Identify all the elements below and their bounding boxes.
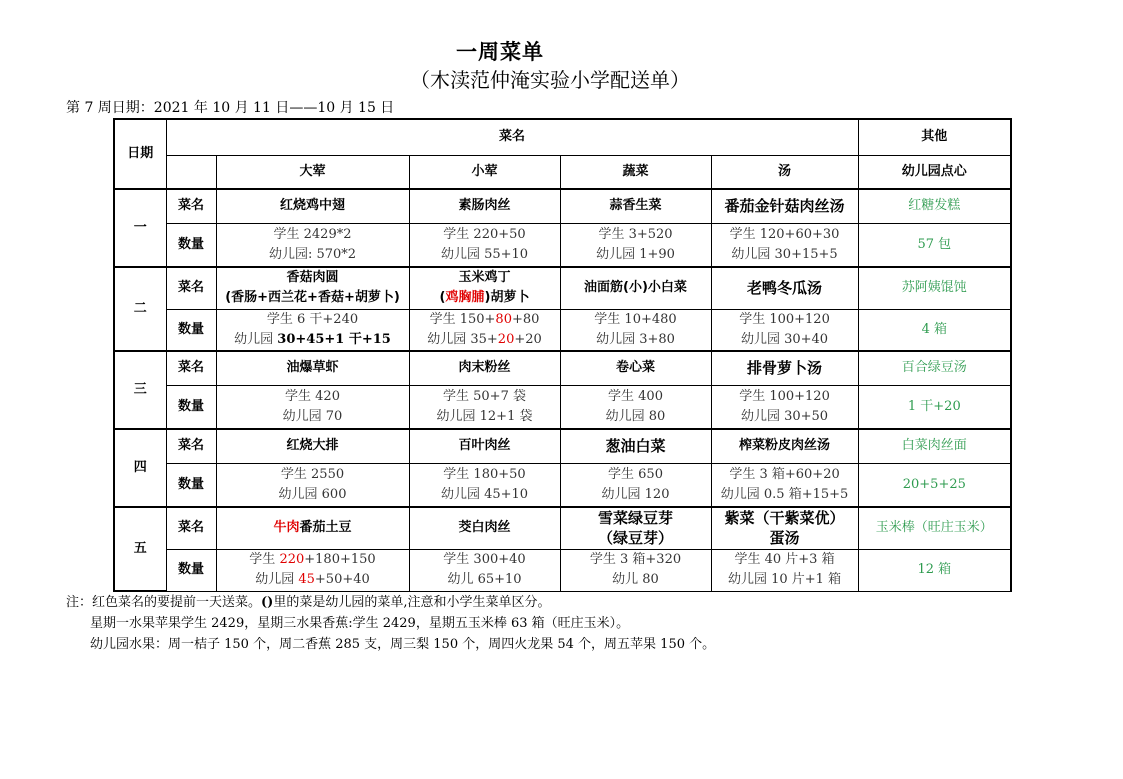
header-other: 其他 [858,119,1011,155]
row-label-dish: 菜名 [166,351,216,385]
qty-small: 学生 150+80+80 幼儿园 35+20+20 [409,309,560,351]
dish-main: 牛肉番茄土豆 [216,507,409,549]
dish-small: 素肠肉丝 [409,189,560,223]
header-blank [166,155,216,189]
note-line-2: 星期一水果苹果学生 2429，星期三水果香蕉:学生 2429，星期五玉米棒 63 箱（旺庄玉米）。 [90,616,630,631]
qty-snack: 57 包 [858,223,1011,267]
qty-snack: 1 干+20 [858,385,1011,429]
qty-veg: 学生 3+520 幼儿园 1+90 [560,223,711,267]
week-period: 第 7 周日期：2021 年 10 月 11 日——10 月 15 日 [66,100,395,116]
dish-veg: 油面筋(小)小白菜 [560,267,711,309]
row-label-dish: 菜名 [166,507,216,549]
qty-snack: 12 箱 [858,549,1011,591]
dish-soup: 紫菜（干紫菜优） 蛋汤 [711,507,858,549]
day-label: 一 [114,189,166,267]
qty-main: 学生 6 干+240 幼儿园 30+45+1 干+15 [216,309,409,351]
day-label: 三 [114,351,166,429]
dish-main: 香菇肉圆 (香肠+西兰花+香菇+胡萝卜) [216,267,409,309]
qty-main: 学生 220+180+150 幼儿园 45+50+40 [216,549,409,591]
dish-soup: 老鸭冬瓜汤 [711,267,858,309]
qty-main: 学生 2429*2 幼儿园: 570*2 [216,223,409,267]
table-row [114,429,1011,463]
dish-small: 百叶肉丝 [409,429,560,463]
qty-main: 学生 420 幼儿园 70 [216,385,409,429]
dish-small: 玉米鸡丁 (鸡胸脯)胡萝卜 [409,267,560,309]
table-row [114,351,1011,385]
qty-soup: 学生 40 片+3 箱 幼儿园 10 片+1 箱 [711,549,858,591]
qty-small: 学生 220+50 幼儿园 55+10 [409,223,560,267]
qty-main: 学生 2550 幼儿园 600 [216,463,409,507]
header-soup: 汤 [711,155,858,189]
dish-snack: 白菜肉丝面 [858,429,1011,463]
dish-veg: 雪菜绿豆芽 （绿豆芽） [560,507,711,549]
day-label: 二 [114,267,166,351]
row-label-qty: 数量 [166,463,216,507]
row-label-qty: 数量 [166,385,216,429]
header-small-meat: 小荤 [409,155,560,189]
dish-small: 肉末粉丝 [409,351,560,385]
qty-snack: 4 箱 [858,309,1011,351]
dish-snack: 红糖发糕 [858,189,1011,223]
dish-main: 红烧鸡中翅 [216,189,409,223]
qty-veg: 学生 3 箱+320 幼儿 80 [560,549,711,591]
dish-veg: 卷心菜 [560,351,711,385]
table-row [114,463,1011,507]
qty-veg: 学生 400 幼儿园 80 [560,385,711,429]
header-dish-group: 菜名 [166,119,858,155]
header-kindergarten-snack: 幼儿园点心 [858,155,1011,189]
dish-soup: 榨菜粉皮肉丝汤 [711,429,858,463]
table-row [114,385,1011,429]
page-title: 一周菜单 [456,40,544,64]
day-label: 四 [114,429,166,507]
row-label-dish: 菜名 [166,189,216,223]
qty-small: 学生 180+50 幼儿园 45+10 [409,463,560,507]
dish-main: 油爆草虾 [216,351,409,385]
table-row [114,267,1011,309]
table-row [114,549,1011,591]
dish-soup: 番茄金针菇肉丝汤 [711,189,858,223]
dish-main: 红烧大排 [216,429,409,463]
notes [66,592,715,655]
dish-small: 茭白肉丝 [409,507,560,549]
row-label-dish: 菜名 [166,429,216,463]
qty-soup: 学生 100+120 幼儿园 30+50 [711,385,858,429]
note-line-3: 幼儿园水果：周一桔子 150 个，周二香蕉 285 支，周三梨 150 个，周四火龙果 54 个，周五苹果 150 个。 [90,637,716,652]
dish-soup: 排骨萝卜汤 [711,351,858,385]
table-row [114,223,1011,267]
dish-veg: 葱油白菜 [560,429,711,463]
qty-soup: 学生 120+60+30 幼儿园 30+15+5 [711,223,858,267]
table-row [114,309,1011,351]
weekly-menu-table [113,118,1012,592]
qty-soup: 学生 3 箱+60+20 幼儿园 0.5 箱+15+5 [711,463,858,507]
row-label-qty: 数量 [166,223,216,267]
row-label-dish: 菜名 [166,267,216,309]
note-line-1: 注：红色菜名的要提前一天送菜。()里的菜是幼儿园的菜单,注意和小学生菜单区分。 [66,595,551,610]
header-main-meat: 大荤 [216,155,409,189]
header-vegetable: 蔬菜 [560,155,711,189]
dish-snack: 苏阿姨馄饨 [858,267,1011,309]
table-row [114,507,1011,549]
qty-veg: 学生 10+480 幼儿园 3+80 [560,309,711,351]
table-row [114,189,1011,223]
row-label-qty: 数量 [166,549,216,591]
row-label-qty: 数量 [166,309,216,351]
qty-small: 学生 300+40 幼儿 65+10 [409,549,560,591]
qty-small: 学生 50+7 袋 幼儿园 12+1 袋 [409,385,560,429]
header-date: 日期 [114,119,166,189]
dish-snack: 玉米棒（旺庄玉米） [858,507,1011,549]
dish-veg: 蒜香生菜 [560,189,711,223]
qty-veg: 学生 650 幼儿园 120 [560,463,711,507]
qty-soup: 学生 100+120 幼儿园 30+40 [711,309,858,351]
page-subtitle: （木渎范仲淹实验小学配送单） [410,68,690,92]
day-label: 五 [114,507,166,591]
qty-snack: 20+5+25 [858,463,1011,507]
dish-snack: 百合绿豆汤 [858,351,1011,385]
